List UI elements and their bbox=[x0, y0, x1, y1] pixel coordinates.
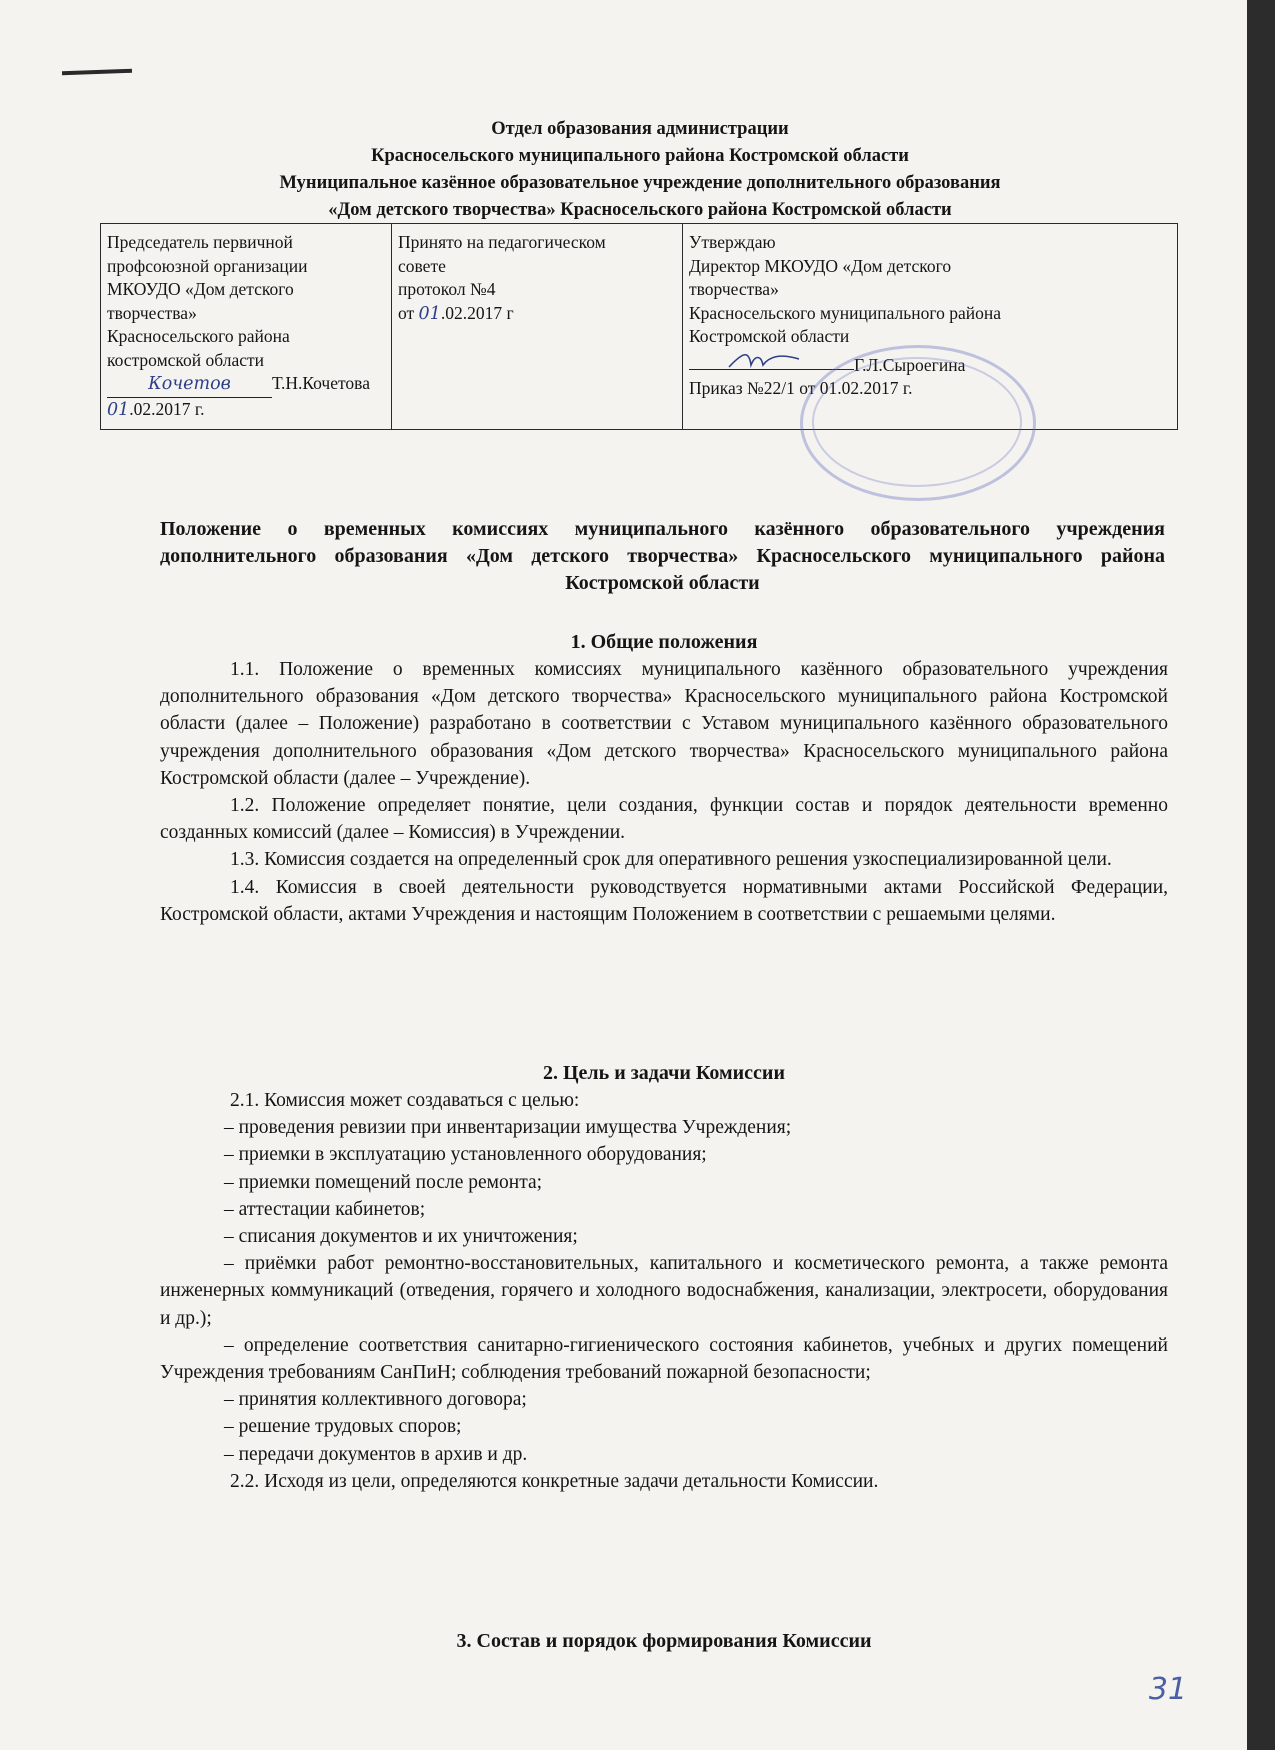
pc-line-2: совете bbox=[398, 255, 446, 276]
tu-line-6: костромской области bbox=[107, 349, 265, 370]
tu-line-1: Председатель первичной bbox=[107, 232, 293, 252]
header-line-2: Красносельского муниципального района Костромской области bbox=[371, 146, 909, 166]
director-signature bbox=[689, 349, 849, 371]
dir-line-5: Костромской области bbox=[689, 326, 850, 346]
tu-date bbox=[107, 398, 385, 423]
scan-edge bbox=[1247, 0, 1275, 1750]
list-item: – передачи документов в архив и др. bbox=[224, 1443, 528, 1465]
pc-date-day: 01 bbox=[418, 303, 441, 324]
section-3 bbox=[160, 1628, 1168, 1655]
dir-order: Приказ №22/1 от 01.02.2017 г. bbox=[689, 378, 913, 398]
paragraph-1-2: 1.2. Положение определяет понятие, цели создания, функции состав и порядок деятельности временно созданных комиссий (далее – Комиссия) в Учреждении. bbox=[160, 795, 1168, 844]
list-item: – проведения ревизии при инвентаризации имущества Учреждения; bbox=[224, 1117, 792, 1139]
list-item: – аттестации кабинетов; bbox=[224, 1198, 426, 1220]
dir-line-4: Красносельского муниципального района bbox=[689, 302, 1002, 323]
pc-date-rest: .02.2017 г bbox=[440, 302, 514, 323]
document-header bbox=[100, 116, 1180, 224]
tu-line-3: МКОУДО «Дом детского bbox=[107, 279, 294, 299]
dir-line-1: Утверждаю bbox=[689, 232, 776, 252]
tu-line-4: творчества» bbox=[107, 302, 197, 323]
scan-mark bbox=[62, 69, 132, 75]
list-item: – решение трудовых споров; bbox=[224, 1416, 462, 1438]
tu-line-5: Красносельского района bbox=[107, 326, 290, 346]
paragraph-2-1: 2.1. Комиссия может создаваться с целью: bbox=[230, 1090, 580, 1111]
header-line-3: Муниципальное казённое образовательное учреждение дополнительного образования bbox=[279, 173, 1001, 193]
tu-date-rest: .02.2017 г. bbox=[129, 398, 205, 419]
dir-line-2: Директор МКОУДО «Дом детского bbox=[689, 255, 952, 276]
list-item: – приемки в эксплуатацию установленного оборудования; bbox=[224, 1144, 707, 1166]
tu-signature-line bbox=[107, 372, 385, 398]
dir-signer: Г.Л.Сыроегина bbox=[854, 354, 966, 375]
pc-line-3: протокол №4 bbox=[398, 279, 496, 299]
document-title: Положение о временных комиссиях муниципального казённого образовательного учреждения дополнительного образования «Дом детского творчества» Красносельского муниципального района Костромской области bbox=[160, 518, 1165, 594]
tu-date-day: 01 bbox=[107, 399, 130, 420]
page-number: 31 bbox=[1148, 1672, 1187, 1707]
section-2 bbox=[160, 1060, 1168, 1495]
paragraph-1-3: 1.3. Комиссия создается на определенный срок для оперативного решения узкоспециализированной цели. bbox=[230, 849, 1112, 871]
list-item: – приёмки работ ремонтно-восстановительных, капитального и косметического ремонта, а также ремонта инженерных коммуникаций (отведения, горячего и холодного водоснабжения, канализации, электросети, оборудования и др.); bbox=[160, 1253, 1168, 1329]
paragraph-2-2: 2.2. Исходя из цели, определяются конкретные задачи детальности Комиссии. bbox=[230, 1470, 879, 1492]
dir-line-3: творчества» bbox=[689, 279, 779, 299]
pc-line-4 bbox=[398, 302, 676, 327]
section-1 bbox=[160, 629, 1168, 928]
header-line-1: Отдел образования администрации bbox=[491, 119, 789, 139]
section-1-heading: 1. Общие положения bbox=[570, 631, 758, 653]
paragraph-1-4: 1.4. Комиссия в своей деятельности руководствуется нормативными актами Российской Федерации, Костромской области, актами Учреждения и настоящим Положением в соответствии с решаемыми целями. bbox=[160, 876, 1168, 925]
list-item: – определение соответствия санитарно-гигиенического состояния кабинетов, учебных и других помещений Учреждения требованиям СанПиН; соблюдения требований пожарной безопасности; bbox=[160, 1334, 1168, 1384]
section-3-heading: 3. Состав и порядок формирования Комиссии bbox=[456, 1630, 872, 1652]
approval-pedagogical-council bbox=[392, 224, 683, 430]
tu-signature: Кочетов bbox=[148, 374, 231, 394]
tu-line-2: профсоюзной организации bbox=[107, 255, 308, 276]
section-2-heading: 2. Цель и задачи Комиссии bbox=[543, 1062, 785, 1084]
paragraph-1-1: 1.1. Положение о временных комиссиях муниципального казённого образовательного учреждения дополнительного образования «Дом детского творчества» Красносельского муниципального района Костромской области (далее – Положение) разработано в соответствии с Уставом муниципального казённого образовательного учреждения дополнительного образования «Дом детского творчества» Красносельского муниципального района Костромской области (далее – Учреждение). bbox=[160, 659, 1168, 789]
header-line-4: «Дом детского творчества» Красносельского района Костромской области bbox=[328, 200, 952, 220]
list-item: – приемки помещений после ремонта; bbox=[224, 1171, 543, 1193]
list-item: – списания документов и их уничтожения; bbox=[224, 1226, 578, 1248]
list-item: – принятия коллективного договора; bbox=[224, 1389, 527, 1411]
pc-line-1: Принято на педагогическом bbox=[398, 232, 606, 252]
pc-date-pre: от bbox=[398, 302, 419, 323]
tu-signer: Т.Н.Кочетова bbox=[272, 373, 370, 393]
seal-stamp-inner bbox=[812, 354, 1022, 487]
approval-trade-union bbox=[101, 224, 392, 430]
